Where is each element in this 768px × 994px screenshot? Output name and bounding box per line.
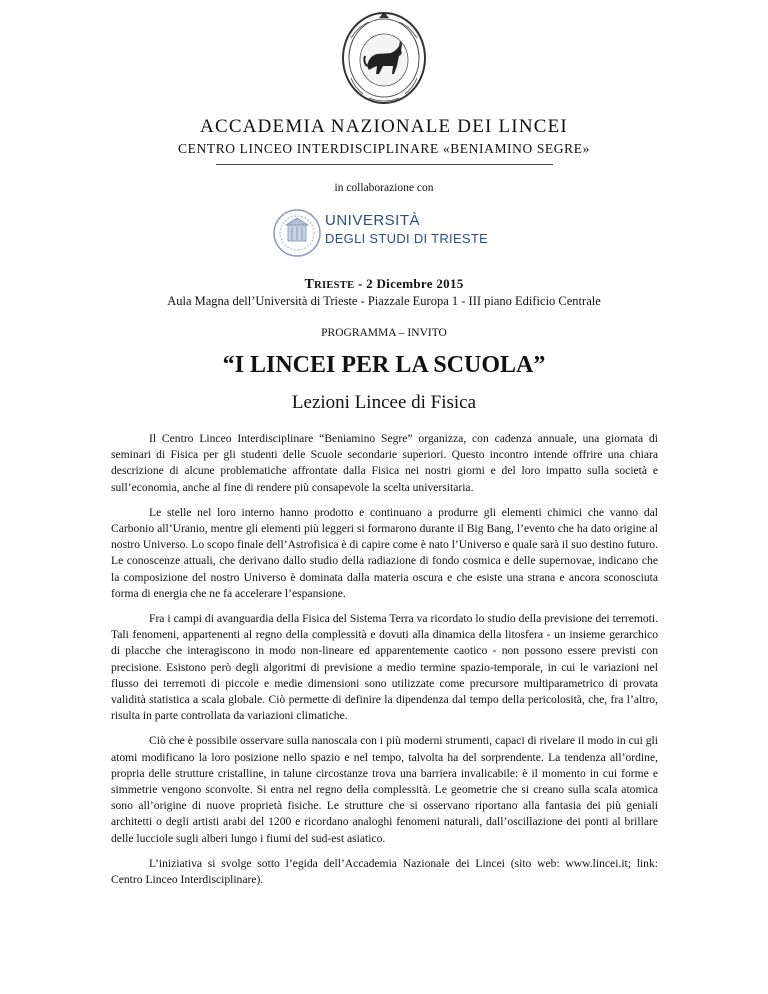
collaboration-text: in collaborazione con (334, 182, 434, 194)
university-name-line1: UNIVERSITÀ (325, 212, 421, 229)
subtitle: Lezioni Lincee di Fisica (291, 392, 477, 413)
event-date: - 2 Dicembre 2015 (354, 276, 464, 291)
lincei-seal-logo (339, 8, 429, 106)
paragraph-closing: L’iniziativa si svolge sotto l’egida dell’Accademia Nazionale dei Lincei (sito web: www.lincei.it; link: Centro Linceo Interdisciplinare). (111, 856, 658, 887)
university-name-line2: DEGLI STUDI DI TRIESTE (325, 231, 489, 246)
university-seal-logo (272, 207, 322, 259)
program-label: PROGRAMMA – INVITO (321, 327, 447, 339)
paragraph-intro: Il Centro Linceo Interdisciplinare “Beniamino Segre” organizza, con cadenza annuale, una giornata di seminari di Fisica per gli studenti delle Scuole secondarie superiori. Questo incontro intende offrire una chiara descrizione di alcune problematiche affrontate dalla Fisica nei nostri giorni e del loro impatto sulla società e sull’economia, anche al fine di rendere più consapevole la scelta universitaria. (111, 432, 658, 494)
paragraph-earthquakes: Fra i campi di avanguardia della Fisica del Sistema Terra va ricordato lo studio della previsione dei terremoti. Tali fenomeni, appartenenti al regno della complessità e dovuti alla dinamica della litosfera - un insieme gerarchico di placche che interagiscono in modo non-lineare ed apparentemente caotico - non possono essere previsti con precisione. Esistono però degli algoritmi di previsione a medio termine spazio-temporale, in cui le variazioni nel flusso dei terremoti di piccole e medie dimensioni sono utilizzate come precursore multiparametrico di provata validità statistica a scala globale. Ciò permette di definire la dipendenza dal tempo della pericolosità, che, fra l’altro, risulta in parte controllata da variazioni climatiche. (111, 612, 658, 723)
academy-name: ACCADEMIA NAZIONALE DEI LINCEI (200, 116, 568, 137)
event-venue: Aula Magna dell’Università di Trieste - Piazzale Europa 1 - III piano Edificio Centrale (167, 294, 601, 308)
body-text (111, 431, 658, 897)
main-title: “I LINCEI PER LA SCUOLA” (222, 352, 546, 378)
event-date-line (0, 276, 768, 293)
center-name: CENTRO LINCEO INTERDISCIPLINARE «BENIAMINO SEGRE» (178, 141, 590, 156)
header-divider (216, 164, 553, 165)
city-rest: RIESTE (314, 280, 355, 291)
paragraph-astrophysics: Le stelle nel loro interno hanno prodotto e continuano a produrre gli elementi chimici che vanno dal Carbonio all’Uranio, mentre gli elementi più leggeri si formarono durante il Big Bang, l’evento che ha dato origine al nostro Universo. Lo scopo finale dell’Astrofisica è di capire come è nato l’Universo e quale sarà il suo destino futuro. Le conoscenze attuali, che derivano dallo studio della radiazione di fondo cosmica e delle supernovae, indicano che la composizione del nostro Universo è dominata dalla materia oscura e che esiste una strana e ancora sconosciuta forma di energia che ne fa accelerare l’espansione. (111, 505, 658, 600)
paragraph-nanoscale: Ciò che è possibile osservare sulla nanoscala con i più moderni strumenti, capaci di rivelare il modo in cui gli atomi modificano la loro posizione nello spazio e nel tempo, talvolta ha del sorprendente. La tendenza all’ordine, propria delle strutture cristalline, in talune circostanze trova una barriera invalicabile: è il momento in cui forme e simmetrie vengono sconvolte. Si entra nel regno della complessità. Le geometrie che si creano sulla scala atomica sono all’origine di nuove proprietà fisiche. Le strutture che si osservano riportano alla fantasia dei più geniali architetti o degli artisti arabi del 1200 e ricordano analoghi fenomeni naturali, dall’oscillazione dei ponti al brillare delle lucciole sugli alberi lungo i fiumi del sud-est asiatico. (111, 734, 658, 845)
city-initial: T (304, 277, 315, 292)
